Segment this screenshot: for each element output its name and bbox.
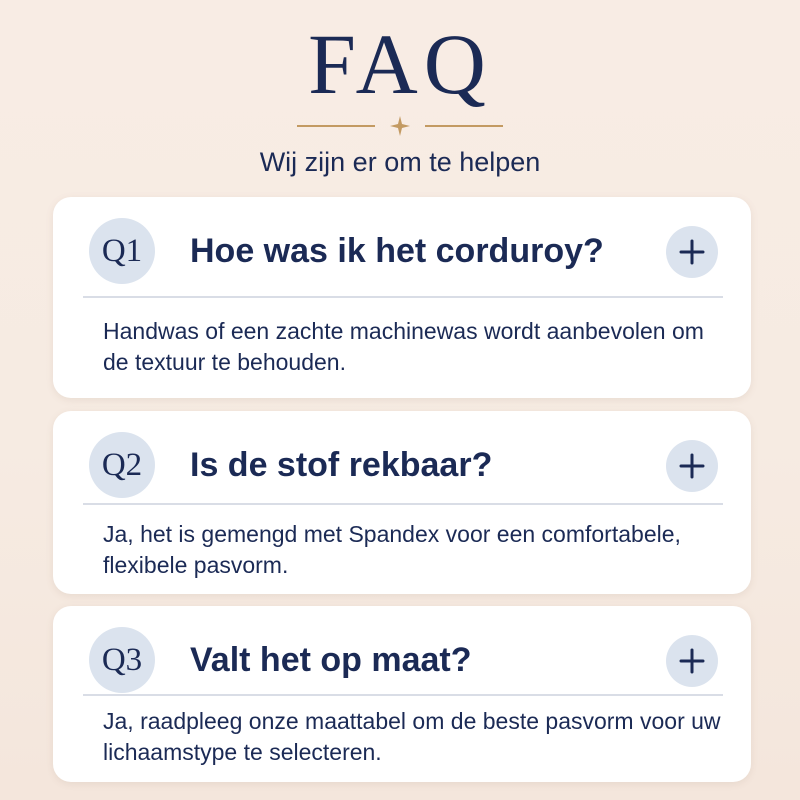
divider bbox=[83, 296, 723, 298]
expand-toggle-button[interactable] bbox=[666, 635, 718, 687]
page-title: FAQ bbox=[308, 16, 492, 112]
expand-toggle-button[interactable] bbox=[666, 226, 718, 278]
faq-header bbox=[0, 0, 800, 190]
divider bbox=[83, 694, 723, 696]
ornament-divider bbox=[297, 116, 503, 136]
faq-item-2[interactable] bbox=[53, 411, 751, 594]
faq-answer: Ja, raadpleeg onze maattabel om de beste pasvorm voor uw lichaamstype te selecteren. bbox=[103, 708, 721, 765]
faq-answer: Ja, het is gemengd met Spandex voor een comfortabele, flexibele pasvorm. bbox=[103, 521, 681, 578]
question-badge: Q2 bbox=[89, 432, 155, 498]
faq-question[interactable]: Is de stof rekbaar? bbox=[190, 446, 493, 484]
divider-line-right bbox=[425, 125, 503, 127]
question-badge: Q1 bbox=[89, 218, 155, 284]
divider bbox=[83, 503, 723, 505]
faq-item-1[interactable] bbox=[53, 197, 751, 398]
sparkle-icon bbox=[390, 116, 410, 136]
faq-answer: Handwas of een zachte machinewas wordt aanbevolen om de textuur te behouden. bbox=[103, 318, 704, 375]
divider-line-left bbox=[297, 125, 375, 127]
plus-icon bbox=[678, 647, 706, 675]
plus-icon bbox=[678, 238, 706, 266]
faq-item-3[interactable] bbox=[53, 606, 751, 782]
faq-question[interactable]: Hoe was ik het corduroy? bbox=[190, 232, 604, 270]
plus-icon bbox=[678, 452, 706, 480]
expand-toggle-button[interactable] bbox=[666, 440, 718, 492]
faq-question[interactable]: Valt het op maat? bbox=[190, 641, 472, 679]
page-subtitle: Wij zijn er om te helpen bbox=[259, 147, 541, 177]
question-badge: Q3 bbox=[89, 627, 155, 693]
